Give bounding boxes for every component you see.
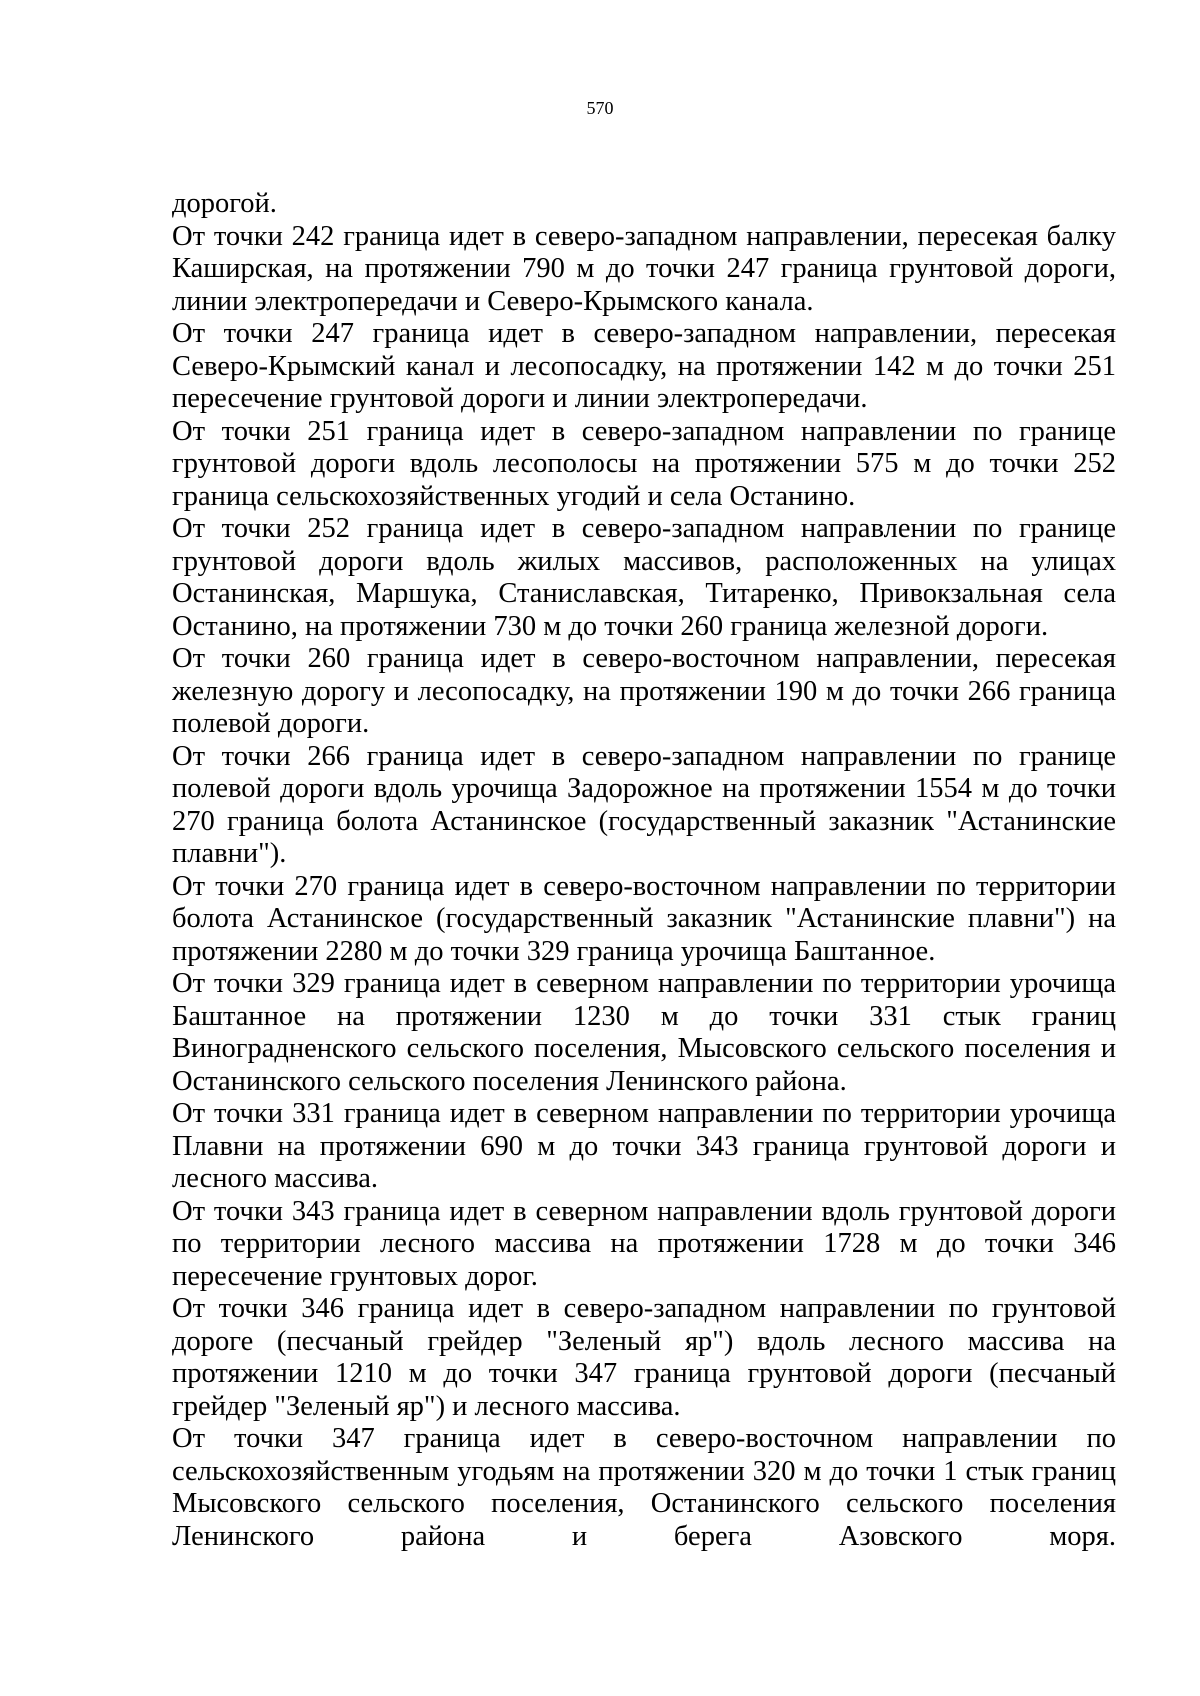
paragraph-point-270: От точки 270 граница идет в северо-восточном направлении по территории болота Астанинское (государственный заказник "Астанинские плавни") на протяжении 2280 м до точки 329 граница урочища Баштанное.: [172, 870, 1116, 967]
paragraph-point-266: От точки 266 граница идет в северо-западном направлении по границе полевой дороги вдоль урочища Задорожное на протяжении 1554 м до точки 270 граница болота Астанинское (государственный заказник "Астанинские плавни").: [172, 740, 1116, 869]
paragraph-point-242: От точки 242 граница идет в северо-западном направлении, пересекая балку Каширская, на протяжении 790 м до точки 247 граница грунтовой дороги, линии электропередачи и Северо-Крымского канала.: [172, 220, 1116, 317]
paragraph-point-343: От точки 343 граница идет в северном направлении вдоль грунтовой дороги по территории лесного массива на протяжении 1728 м до точки 346 пересечение грунтовых дорог.: [172, 1195, 1116, 1292]
paragraph-point-247: От точки 247 граница идет в северо-западном направлении, пересекая Северо-Крымский канал и лесопосадку, на протяжении 142 м до точки 251 пересечение грунтовой дороги и линии электропередачи.: [172, 318, 1116, 414]
paragraph-point-252: От точки 252 граница идет в северо-западном направлении по границе грунтовой дороги вдоль жилых массивов, расположенных на улицах Останинская, Маршука, Станиславская, Титаренко, Привокзальная села Останино, на протяжении 730 м до точки 260 граница железной дороги.: [172, 513, 1116, 642]
document-body: [172, 188, 1116, 1553]
paragraph-point-346: От точки 346 граница идет в северо-западном направлении по грунтовой дороге (песчаный грейдер "Зеленый яр") вдоль лесного массива на протяжении 1210 м до точки 347 граница грунтовой дороги (песчаный грейдер "Зеленый яр") и лесного массива.: [172, 1293, 1116, 1422]
page-number: 570: [586, 98, 614, 118]
paragraph-point-347: От точки 347 граница идет в северо-восточном направлении по сельскохозяйственным угодьям на протяжении 320 м до точки 1 стык границ Мысовского сельского поселения, Останинского сельского поселения Ленинского района и берега Азовского моря.: [172, 1423, 1116, 1552]
paragraph-continuation: дорогой.: [172, 188, 277, 219]
paragraph-point-251: От точки 251 граница идет в северо-западном направлении по границе грунтовой дороги вдоль лесополосы на протяжении 575 м до точки 252 граница сельскохозяйственных угодий и села Останино.: [172, 415, 1116, 512]
paragraph-point-260: От точки 260 граница идет в северо-восточном направлении, пересекая железную дорогу и лесопосадку, на протяжении 190 м до точки 266 граница полевой дороги.: [172, 643, 1116, 739]
paragraph-point-331: От точки 331 граница идет в северном направлении по территории урочища Плавни на протяжении 690 м до точки 343 граница грунтовой дороги и лесного массива.: [172, 1098, 1116, 1194]
paragraph-point-329: От точки 329 граница идет в северном направлении по территории урочища Баштанное на протяжении 1230 м до точки 331 стык границ Виноградненского сельского поселения, Мысовского сельского поселения и Останинского сельского поселения Ленинского района.: [172, 968, 1116, 1097]
